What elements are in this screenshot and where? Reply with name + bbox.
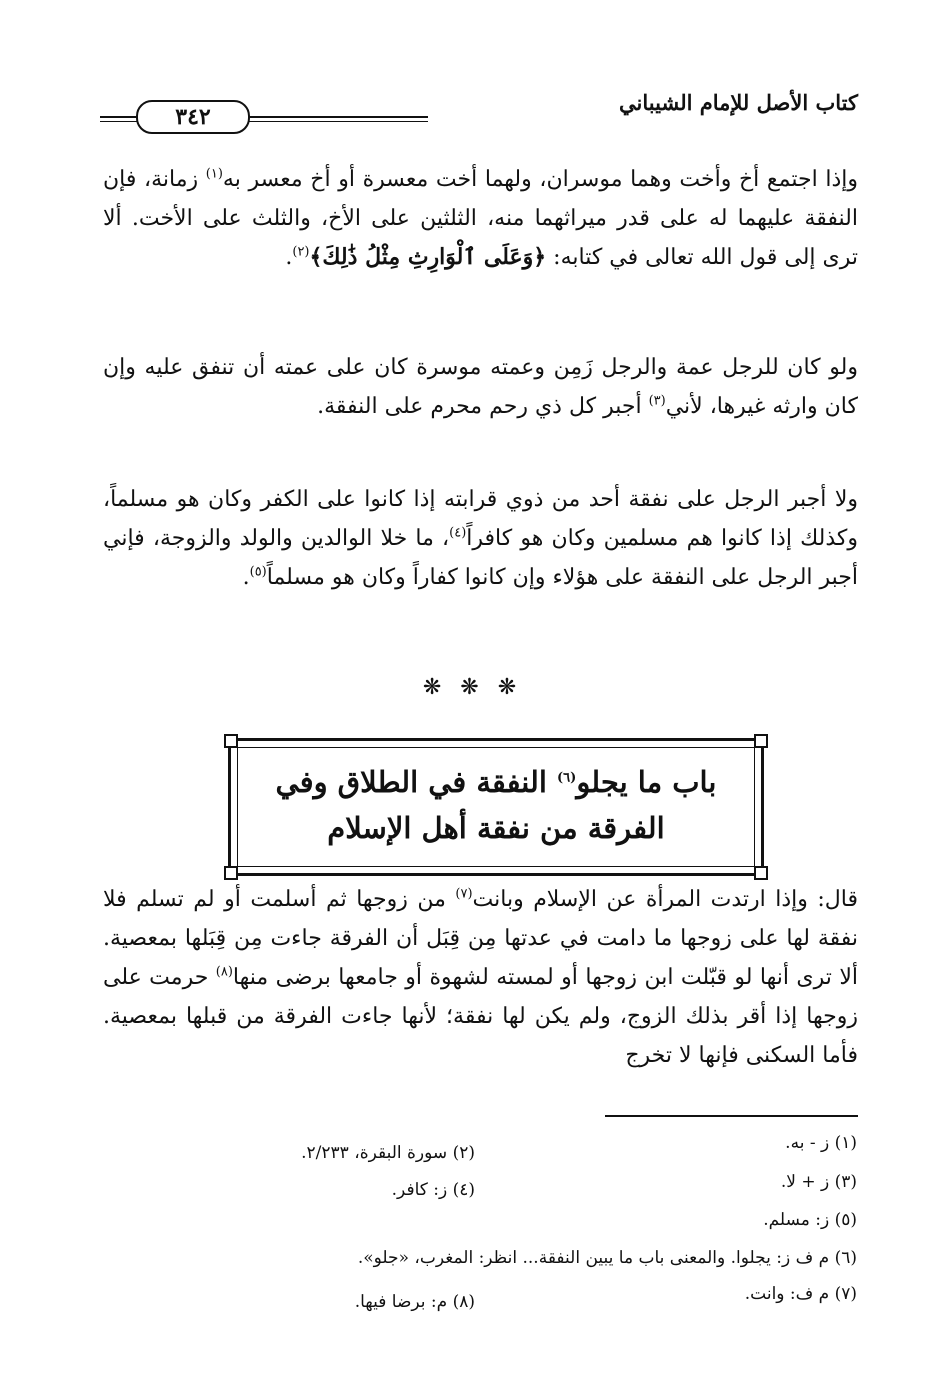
footnote-ref-5: (٥): [249, 564, 267, 580]
paragraph-4: [103, 880, 858, 1075]
paragraph-text: ولو كان للرجل عمة والرجل زَمِن وعمته موسرة كان على عمته أن تنفق عليه وإن كان وارثه غيرها، لأني: [103, 355, 858, 419]
book-title: كتاب الأصل للإمام الشيباني: [619, 90, 858, 115]
frame-corner-ornament: [224, 734, 238, 748]
paragraph-text: من زوجها ثم أسلمت أو لم تسلم فلا نفقة لها على زوجها ما دامت في عدتها مِن قِبَل أن الفرقة جاءت مِن قِبَلها بمعصية. ألا ترى أنها لو قبّلت ابن زوجها أو لمسته لشهوة أو جامعها برضى منها: [103, 887, 858, 990]
footnote-3: (٣) ز + لا.: [780, 1172, 857, 1192]
chapter-title: [245, 759, 747, 851]
paragraph-text: .: [242, 565, 250, 590]
footnote-2: (٢) سورة البقرة، ٢/٢٣٣.: [301, 1143, 475, 1163]
footnote-6: (٦) م ف ز: يجلوا. والمعنى باب ما يبين النفقة... انظر: المغرب، «جلو».: [357, 1248, 857, 1268]
section-separator: ❋ ❋ ❋: [422, 675, 523, 700]
footnote-5: (٥) ز: مسلم.: [763, 1210, 857, 1230]
footnote-ref-6: (٦): [557, 770, 577, 786]
footnote-1: (١) ز - به.: [785, 1133, 857, 1153]
footnote-8: (٨) م: برضا فيها.: [354, 1292, 475, 1312]
chapter-title-text: النفقة في الطلاق وفي الفرقة من نفقة أهل الإسلام: [275, 765, 665, 845]
footnote-ref-7: (٧): [455, 886, 473, 902]
frame-corner-ornament: [754, 866, 768, 880]
paragraph-text: .: [285, 245, 293, 270]
chapter-title-frame: [228, 738, 764, 876]
paragraph-text: ولا أجبر الرجل على نفقة أحد من ذوي قرابته إذا كانوا على الكفر وكان هو مسلماً، وكذلك إذا كانوا هم مسلمين وكان هو كافراً: [103, 487, 858, 551]
footnote-rule: [605, 1115, 858, 1117]
frame-corner-ornament: [224, 866, 238, 880]
paragraph-text: حرمت على زوجها إذا أقر بذلك الزوج، ولم يكن لها نفقة؛ لأنها جاءت الفرقة من قبلها بمعصية. فأما السكنى فإنها لا تخرج: [103, 965, 858, 1068]
paragraph-text: قال: وإذا ارتدت المرأة عن الإسلام وبانت: [472, 887, 858, 912]
footnote-ref-2: (٢): [292, 244, 310, 260]
paragraph-1: [103, 160, 858, 277]
footnote-ref-3: (٣): [648, 393, 666, 409]
paragraph-text: ، ما خلا الوالدين والولد والزوجة، فإني أجبر الرجل على النفقة على هؤلاء وإن كانوا كفاراً وكان هو مسلماً: [103, 526, 858, 590]
footnote-ref-4: (٤): [449, 525, 467, 541]
paragraph-text: وإذا اجتمع أخ وأخت وهما موسران، ولهما أخت معسرة أو أخ معسر به: [222, 167, 858, 192]
page-header: [100, 78, 858, 138]
frame-corner-ornament: [754, 734, 768, 748]
footnote-7: (٧) م ف: وانت.: [744, 1284, 857, 1304]
page-number: ٣٤٢: [136, 100, 250, 134]
footnote-ref-1: (١): [205, 166, 223, 182]
footnote-ref-8: (٨): [215, 964, 233, 980]
quran-verse: ﴿وَعَلَى ٱلْوَارِثِ مِثْلُ ذَٰلِكَ﴾: [309, 244, 547, 270]
chapter-title-text: باب ما يجلو: [576, 765, 717, 799]
paragraph-3: [103, 480, 858, 597]
paragraph-text: أجبر كل ذي رحم محرم على النفقة.: [317, 394, 649, 419]
paragraph-text: زمانة، فإن النفقة عليهما له على قدر ميراثهما منه، الثلثين على الأخ، والثلث على الأخت. ألا ترى إلى قول الله تعالى في كتابه:: [103, 167, 858, 270]
paragraph-2: [103, 348, 858, 426]
footnote-4: (٤) ز: كافر.: [391, 1180, 475, 1200]
